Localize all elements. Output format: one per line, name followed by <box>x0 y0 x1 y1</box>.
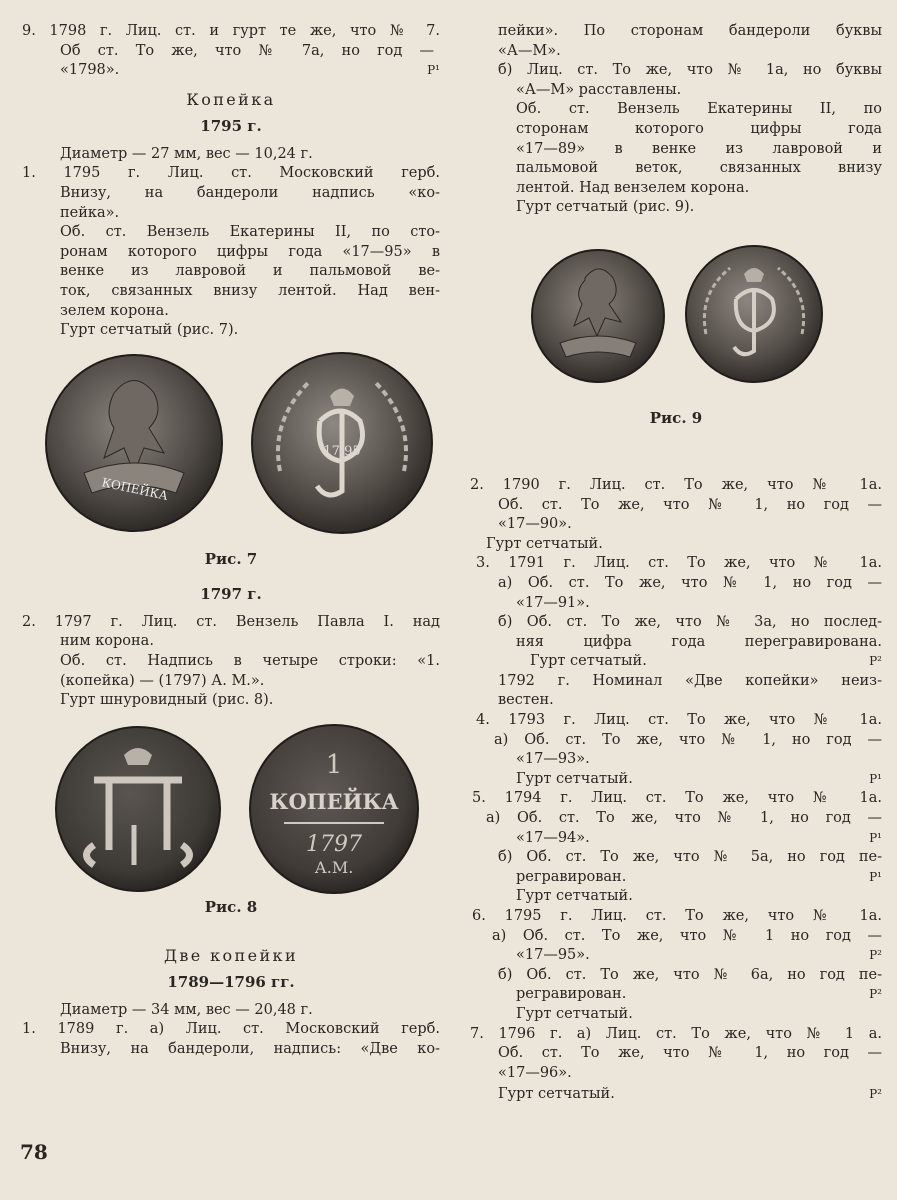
text-line: а) Об. ст. То же, что № 1, но год — <box>494 731 882 748</box>
rarity-mark: Р¹ <box>427 63 440 78</box>
coin-reverse-image <box>250 351 434 535</box>
rarity-mark: Р¹ <box>869 869 882 884</box>
text-line: б) Об. ст. То же, что № 3а, но послед- <box>498 614 882 631</box>
text-line: (копейка) — (1797) А. М.». <box>60 672 265 689</box>
text-line: «17—93». <box>516 751 590 768</box>
text-line: Гурт сетчатый. <box>486 535 603 552</box>
text-line: Об. ст. То же, что № 1, но год — <box>498 1045 882 1062</box>
text-line: зелем корона. <box>60 302 169 319</box>
text-line: 1. 1789 г. а) Лиц. ст. Московский герб. <box>22 1021 440 1038</box>
text-line: «17—91». <box>516 594 590 611</box>
coin-text: 1797 <box>306 831 362 857</box>
text-line: пейки». По сторонам бандероли буквы <box>498 23 882 39</box>
text-line: лентой. Над вензелем корона. <box>516 179 750 196</box>
text-line: пейка». <box>60 204 120 221</box>
text-line: регравирован. Р² <box>470 985 882 1005</box>
text-line: «А—М». <box>498 42 561 59</box>
text-line: ток, связанных внизу лентой. Над вен- <box>60 282 440 299</box>
section-title: Две копейки <box>163 945 299 965</box>
text-line: 2. 1797 г. Лиц. ст. Вензель Павла I. над <box>22 613 440 630</box>
coin-reverse-image <box>248 723 420 895</box>
text-line: няя цифра года перегравирована. <box>516 633 882 650</box>
text-line: «А—М» расставлены. <box>516 81 682 98</box>
figure-caption: Рис. 9 <box>649 408 703 427</box>
rarity-mark: Р² <box>869 1087 882 1102</box>
text-line: Гурт сетчатый. Р² <box>470 652 882 672</box>
text-line: 2. 1790 г. Лиц. ст. То же, что № 1а. <box>470 476 882 493</box>
text-line: «17—94». Р¹ <box>470 829 882 849</box>
text-line: б) Лиц. ст. То же, что № 1а, но буквы <box>498 62 882 79</box>
text-line: регравирован. Р¹ <box>470 868 882 888</box>
section-year: 1797 г. <box>200 584 262 603</box>
coin-obverse-image <box>54 725 222 893</box>
figure-8 <box>22 711 440 897</box>
rarity-mark: Р² <box>869 987 882 1002</box>
rarity-mark: Р² <box>869 654 882 669</box>
text-line: 7. 1796 г. а) Лиц. ст. То же, что № 1 а. <box>470 1025 882 1042</box>
text-line: венке из лавровой и пальмовой ве- <box>60 263 440 280</box>
text-line: пальмовой веток, связанных внизу <box>516 160 882 177</box>
coin-text: 1 <box>325 749 343 780</box>
coin-reverse-image <box>684 244 824 384</box>
text-line: 1792 г. Номинал «Две копейки» неиз- <box>498 672 882 689</box>
figure-9 <box>470 218 882 404</box>
text-line: Об. ст. То же, что № 1, но год — <box>498 496 882 513</box>
page-number: 78 <box>20 1140 48 1164</box>
text-line: сторонам которого цифры года <box>516 120 882 137</box>
coin-text: А.М. <box>314 857 354 877</box>
rarity-mark: Р¹ <box>869 771 882 786</box>
text-line: Гурт сетчатый (рис. 7). <box>60 322 239 339</box>
text-line: ронам которого цифры года «17—95» в <box>60 243 440 260</box>
text-line: Гурт шнуровидный (рис. 8). <box>60 692 274 709</box>
text-line: Гурт сетчатый. Р² <box>470 1085 882 1105</box>
specs-line: Диаметр — 34 мм, вес — 20,48 г. <box>60 1001 313 1018</box>
text-line: «17—90». <box>498 516 572 533</box>
rarity-mark: Р¹ <box>869 830 882 845</box>
text-line: Об. ст. Вензель Екатерины II, по <box>516 101 882 118</box>
figure-7 <box>22 341 440 549</box>
text-line: Об ст. То же, что № 7а, но год — <box>60 42 434 59</box>
text-line: Гурт сетчатый (рис. 9). <box>516 199 695 216</box>
text-line: Гурт сетчатый. <box>516 888 633 905</box>
figure-caption: Рис. 8 <box>204 897 258 916</box>
text-line: а) Об. ст. То же, что № 1, но год — <box>498 574 882 591</box>
right-column <box>470 22 882 1105</box>
text-line: а) Об. ст. То же, что № 1 но год — <box>492 927 882 944</box>
text-line: а) Об. ст. То же, что № 1, но год — <box>486 810 882 827</box>
text-line: 6. 1795 г. Лиц. ст. То же, что № 1а. <box>472 908 882 924</box>
section-title: Копейка <box>186 89 276 109</box>
text-line: б) Об. ст. То же, что № 5а, но год пе- <box>498 849 882 866</box>
text-line: ним корона. <box>60 633 154 650</box>
section-year: 1795 г. <box>200 116 262 135</box>
text-line: Гурт сетчатый. <box>516 1005 633 1022</box>
text-line: «17—96». <box>498 1064 572 1081</box>
coin-obverse-image <box>44 353 224 533</box>
text-line: 5. 1794 г. Лиц. ст. То же, что № 1а. <box>472 790 882 807</box>
text-line: Гурт сетчатый. Р¹ <box>470 770 882 790</box>
rarity-mark: Р² <box>869 948 882 963</box>
coin-legend: КОПЕЙКА <box>100 474 170 503</box>
coin-text: КОПЕЙКА <box>269 788 399 814</box>
text-line: 1. 1795 г. Лиц. ст. Московский герб. <box>22 165 440 182</box>
coin-obverse-image <box>530 248 666 384</box>
text-line: Об. ст. Вензель Екатерины II, по сто- <box>60 224 440 241</box>
text-line: «1798». Р¹ <box>22 61 440 81</box>
text-line: 3. 1791 г. Лиц. ст. То же, что № 1а. <box>476 555 882 572</box>
section-year: 1789—1796 гг. <box>167 972 295 991</box>
text-line: б) Об. ст. То же, что № 6а, но год пе- <box>498 966 882 983</box>
coin-date: 17 95 <box>323 443 361 459</box>
figure-caption: Рис. 7 <box>204 549 258 568</box>
text-line: Внизу, на бандероли, надпись: «Две ко- <box>60 1040 440 1057</box>
text-line: 9. 1798 г. Лиц. ст. и гурт те же, что № 7. <box>22 23 440 39</box>
text-line: Об. ст. Надпись в четыре строки: «1. <box>60 652 440 669</box>
text-line: «17—95». Р² <box>470 946 882 966</box>
text-line: «17—89» в венке из лавровой и <box>516 140 882 157</box>
text-line: Внизу, на бандероли надпись «ко- <box>60 184 440 201</box>
text-line: вестен. <box>498 692 554 709</box>
specs-line: Диаметр — 27 мм, вес — 10,24 г. <box>60 145 313 162</box>
left-column <box>22 22 440 1059</box>
text-line: 4. 1793 г. Лиц. ст. То же, что № 1а. <box>476 712 882 729</box>
